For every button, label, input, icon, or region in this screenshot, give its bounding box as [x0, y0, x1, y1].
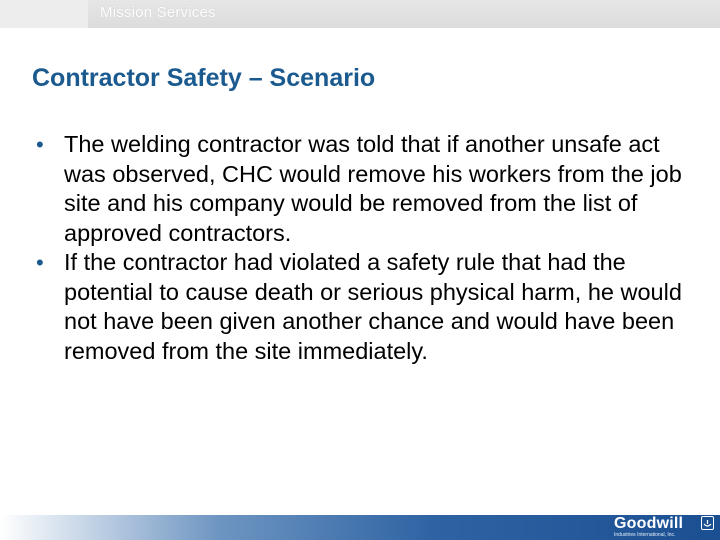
section-label: Mission Services — [100, 4, 216, 21]
logo-tagline: Industries International, Inc. — [614, 532, 676, 538]
bullet-marker: • — [36, 250, 44, 275]
goodwill-logo — [614, 515, 714, 540]
bullet-text: The welding contractor was told that if another unsafe act was observed, CHC would remove his workers from the job site and his company would be removed from the list of approved contractors. — [64, 131, 682, 246]
header-swatch — [0, 0, 88, 28]
bullet-list — [30, 130, 700, 366]
bullet-text: If the contractor had violated a safety rule that had the potential to cause death or serious physical harm, he would not have been given another chance and would have been removed from the site immediately. — [64, 249, 682, 364]
slide-title: Contractor Safety – Scenario — [32, 64, 376, 92]
header-band — [0, 0, 720, 28]
bullet-item — [30, 130, 700, 248]
logo-text: Goodwill — [614, 515, 684, 532]
footer-band — [0, 515, 720, 540]
goodwill-smile-icon — [701, 516, 714, 530]
bullet-item — [30, 248, 700, 366]
bullet-marker: • — [36, 132, 44, 157]
